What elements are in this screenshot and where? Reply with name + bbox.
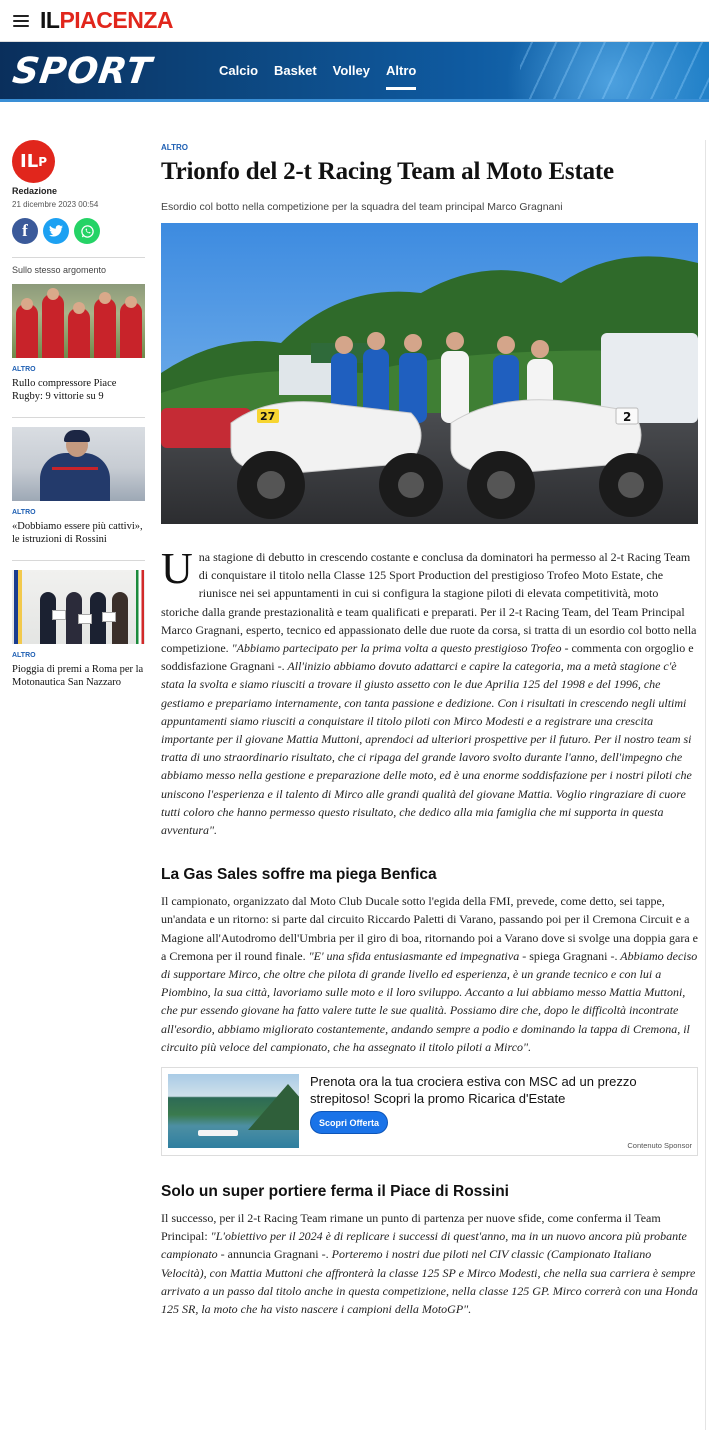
band-streaks (520, 42, 709, 102)
paragraph-quote-continued: Porteremo i nostri due piloti nel CIV classic (Campionato Italiano Velocità), con Mattia Muttoni che affronterà la classe 125 SP e Mirco Modesti, che nella sua carriera è sempre arrivato a un passo dal titolo anche in questa competizione, nella classe 125 GP. Mirco correrà con una Honda 125 SR, la moto che ha visto nascere i campioni della MotoGP". (161, 1247, 698, 1317)
sponsored-content-box[interactable] (161, 1067, 698, 1156)
related-heading: Sullo stesso argomento (12, 265, 107, 275)
whatsapp-share-icon[interactable] (74, 218, 100, 244)
related-title[interactable]: Pioggia di premi a Roma per la Motonautica San Nazzaro (12, 664, 144, 688)
article-subtitle: Esordio col botto nella competizione per la squadra del team principal Marco Gragnani (161, 201, 563, 213)
hero-number-2: 2 (623, 410, 632, 424)
article-hero-image (161, 223, 698, 524)
article-category[interactable]: ALTRO (161, 143, 188, 152)
paragraph-quote: "L'obiettivo per il 2024 è di replicare i successi di quest'anno, ma in un nuovo ancora più probante campionato (161, 1229, 687, 1262)
band-stripe (0, 99, 709, 102)
sponsor-image[interactable] (168, 1074, 299, 1148)
sidebar-divider (12, 417, 145, 418)
hero-number-27: 27 (260, 410, 276, 423)
related-item[interactable] (12, 427, 145, 546)
related-item[interactable] (12, 570, 145, 689)
sport-nav (219, 63, 432, 90)
drop-cap: U (161, 544, 193, 593)
share-buttons (12, 218, 145, 244)
sponsor-text[interactable]: Prenota ora la tua crociera estiva con MSC ad un prezzo strepitoso! Scopri la promo Ricarica d'Estate (310, 1074, 637, 1107)
column-divider (705, 140, 706, 1430)
nav-altro[interactable]: Altro (386, 63, 416, 90)
sport-section-band (0, 42, 709, 102)
paragraph-attribution: - annuncia Gragnani -. (217, 1247, 329, 1262)
related-item[interactable] (12, 284, 145, 403)
site-logo[interactable] (40, 7, 173, 34)
paragraph-quote: "E' una sfida entusiasmante ed impegnativa (305, 948, 520, 963)
related-thumbnail-rugby[interactable] (12, 284, 145, 358)
twitter-share-icon[interactable] (43, 218, 69, 244)
paragraph-attribution: - spiega Gragnani -. (519, 948, 618, 963)
related-inline-link[interactable]: Solo un super portiere ferma il Piace di Rossini (161, 1183, 509, 1201)
sport-section-title[interactable]: SPORT (10, 51, 155, 92)
nav-calcio[interactable]: Calcio (219, 63, 259, 78)
article (161, 140, 698, 1318)
top-bar (0, 0, 709, 42)
article-paragraph (161, 1209, 698, 1318)
author-avatar (12, 140, 55, 183)
related-thumbnail-coach[interactable] (12, 427, 145, 501)
facebook-share-icon[interactable]: f (12, 218, 38, 244)
logo-il: IL (40, 7, 60, 33)
article-lead-paragraph (161, 544, 698, 839)
related-category[interactable]: ALTRO (12, 509, 36, 516)
related-category[interactable]: ALTRO (12, 366, 36, 373)
nav-basket[interactable]: Basket (274, 63, 317, 78)
sponsor-cta-button[interactable]: Scopri Offerta (310, 1111, 388, 1134)
article-paragraph (161, 892, 698, 1056)
menu-icon[interactable] (13, 15, 29, 27)
lead-text: na stagione di debutto in crescendo costante e conclusa da dominatori ha permesso al 2-t Racing Team di conquistare il titolo nella Classe 125 Sport Production del prestigioso Trofeo Moto Estate, che riunisce nei sei appuntamenti in cui si configura la stagione piloti di elevata competitività, moto storiche dalla grande prestazionalità e team qualificati e preparati. Per il 2-t Racing Team, del Team Principal Marco Gragnani, esperto, tecnico ed appassionato delle due ruote da corsa, si tratta di un esordio col botto nella competizione. (161, 550, 697, 656)
lead-attribution: - commenta con orgoglio e soddisfazione Gragnani -. (161, 641, 694, 674)
lead-quote-continued: All'inizio abbiamo dovuto adattarci e capire la categoria, ma a metà stagione c'è stata la svolta e siamo riusciti a trovare il giusto assetto con le due Aprilia 125 del 1998 e del 1996, che gestiamo e prepariamo internamente, con tanta passione e dedizione. Con i risultati in crescendo negli ultimi appuntamenti siamo riusciti a conquistare il titolo piloti con Mirco Modesti e a registrare una crescita importante per il giovane Mattia Muttoni, aprendoci ad ulteriori prospettive per il futuro. Per il nostro team si tratta di uno straordinario risultato, che ci ripaga del grande lavoro svolto durante l'anno, dell'impegno che abbiamo messo nella gestione e preparazione delle moto, ed è una enorme soddisfazione per i nostri piloti che uniscono l'esperienza e il talento di Mirco alle grandi qualità del giovane Mattia. Voglio ringraziare di cuore tutti coloro che hanno permesso questo risultato, che dedico alla mia famiglia che mi supporta in questa avventura". (161, 659, 692, 838)
paragraph-text: Il successo, per il 2-t Racing Team rimane un punto di partenza per nuove sfide, come conferma il Team Principal: (161, 1211, 661, 1244)
related-category[interactable]: ALTRO (12, 652, 36, 659)
avatar-text-small: P (38, 154, 47, 169)
logo-name: PIACENZA (59, 7, 174, 33)
paragraph-quote-continued: Abbiamo deciso di supportare Mirco, che oltre che pilota di grande livello ed esperienza, è un grande tecnico e con lui a Piombino, la sua città, lavoriamo sulle moto e il loro sviluppo. Accanto a lui abbiamo messo Mattia Muttoni, che pur essendo giovane ha fatto valere tutte le sue qualità. Possiamo dire che, dopo le difficoltà incontrate all'esordio, abbiamo migliorato costantemente, andando sempre a podio e dominando la tappa di Cremona, il circuito più veloce del campionato, che ha assegnato il titolo piloti a Mirco". (161, 948, 698, 1054)
related-inline-link[interactable]: La Gas Sales soffre ma piega Benfica (161, 866, 437, 884)
article-title: Trionfo del 2-t Racing Team al Moto Estate (161, 158, 614, 185)
nav-volley[interactable]: Volley (332, 63, 370, 78)
sidebar-divider (12, 257, 145, 258)
related-thumbnail-award[interactable] (12, 570, 145, 644)
avatar-text: IL (20, 151, 39, 172)
lead-quote: "Abbiamo partecipato per la prima volta a questo prestigioso Trofeo (228, 641, 562, 656)
sidebar (12, 140, 145, 689)
paragraph-text: Il campionato, organizzato dal Moto Club Ducale sotto l'egida della FMI, prevede, come detto, sei tappe, un'andata e un ritorno: si parte dal circuito Riccardo Paletti di Varano, passando poi per il Cremona Circuit e a Magione all'Autodromo dell'Umbria per il giro di boa, ritornando poi a Varano dove si svolge una doppia gara e a Cremona per il round finale. (161, 894, 698, 963)
publish-date: 21 dicembre 2023 00:54 (12, 200, 99, 209)
related-title[interactable]: Rullo compressore Piace Rugby: 9 vittorie su 9 (12, 378, 117, 402)
author-name: Redazione (12, 186, 58, 196)
sidebar-divider (12, 560, 145, 561)
related-title[interactable]: «Dobbiamo essere più cattivi», le istruzioni di Rossini (12, 521, 143, 545)
sponsor-label: Contenuto Sponsor (627, 1141, 692, 1151)
